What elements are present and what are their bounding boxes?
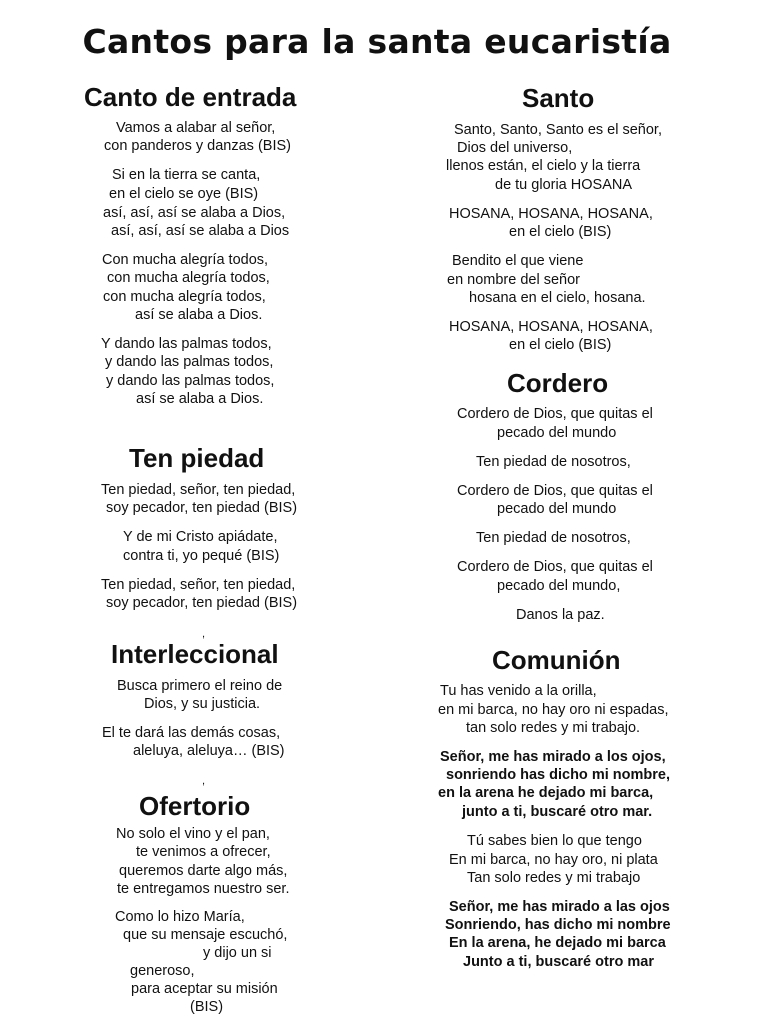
- chorus-line: Señor, me has mirado a los ojos,: [440, 749, 666, 765]
- lyric-line: Dios del universo,: [457, 140, 573, 156]
- lyric-line: Como lo hizo María,: [115, 909, 245, 925]
- lyric-line: tan solo redes y mi trabajo.: [466, 720, 641, 736]
- lyric-line: HOSANA, HOSANA, HOSANA,: [449, 206, 653, 222]
- heading-ten-piedad: Ten piedad: [129, 443, 265, 473]
- lyric-line: en mi barca, no hay oro ni espadas,: [438, 702, 669, 718]
- lyric-line: ,: [202, 628, 206, 640]
- lyric-line: Con mucha alegría todos,: [102, 252, 269, 268]
- lyric-line: En mi barca, no hay oro, ni plata: [449, 852, 658, 868]
- lyric-line: en el cielo (BIS): [509, 224, 612, 240]
- heading-cordero: Cordero: [507, 368, 609, 398]
- lyric-line: en el cielo (BIS): [509, 337, 612, 353]
- heading-comunion: Comunión: [492, 645, 621, 675]
- lyric-line: así, así, así se alaba a Dios,: [103, 205, 286, 221]
- lyric-line: te entregamos nuestro ser.: [117, 881, 290, 897]
- lyric-line: y dando las palmas todos,: [105, 354, 274, 370]
- lyric-line: Cordero de Dios, que quitas el: [457, 406, 653, 422]
- lyric-line: Tú sabes bien lo que tengo: [467, 833, 642, 849]
- lyric-line: El te dará las demás cosas,: [102, 725, 281, 741]
- lyric-line: ,: [202, 775, 206, 787]
- lyric-line: que su mensaje escuchó,: [123, 927, 288, 943]
- lyric-line: Ten piedad, señor, ten piedad,: [101, 577, 296, 593]
- lyric-line: y dando las palmas todos,: [106, 373, 275, 389]
- lyric-line: con mucha alegría todos,: [107, 270, 270, 286]
- lyric-line: Vamos a alabar al señor,: [116, 120, 276, 136]
- lyric-line: Busca primero el reino de: [117, 678, 283, 694]
- lyric-line: Cordero de Dios, que quitas el: [457, 559, 653, 575]
- lyric-line: llenos están, el cielo y la tierra: [446, 158, 641, 174]
- lyric-line: en el cielo se oye (BIS): [109, 186, 259, 202]
- lyric-line: No solo el vino y el pan,: [116, 826, 270, 842]
- page-title: Cantos para la santa eucaristía: [82, 22, 672, 61]
- lyric-line: Y de mi Cristo apiádate,: [123, 529, 278, 545]
- lyric-line: y dijo un si: [203, 945, 272, 961]
- lyric-line: aleluya, aleluya… (BIS): [133, 743, 285, 759]
- lyric-line: Santo, Santo, Santo es el señor,: [454, 122, 662, 138]
- lyric-line: con mucha alegría todos,: [103, 289, 266, 305]
- lyric-line: Ten piedad de nosotros,: [476, 454, 631, 470]
- lyric-line: Dios, y su justicia.: [144, 696, 261, 712]
- heading-ofertorio: Ofertorio: [139, 791, 251, 821]
- lyric-line: así se alaba a Dios.: [135, 307, 263, 323]
- lyric-line: así se alaba a Dios.: [136, 391, 264, 407]
- lyric-line: así, así, así se alaba a Dios: [111, 223, 290, 239]
- lyric-line: soy pecador, ten piedad (BIS): [106, 595, 298, 611]
- lyric-line: (BIS): [190, 999, 224, 1015]
- lyric-line: pecado del mundo: [497, 425, 617, 441]
- lyric-line: de tu gloria HOSANA: [495, 177, 633, 193]
- lyric-line: generoso,: [130, 963, 195, 979]
- chorus-line: En la arena, he dejado mi barca: [449, 935, 666, 951]
- lyric-line: Bendito el que viene: [452, 253, 584, 269]
- lyric-line: te venimos a ofrecer,: [136, 844, 271, 860]
- lyric-line: para aceptar su misión: [131, 981, 278, 997]
- lyric-line: Ten piedad, señor, ten piedad,: [101, 482, 296, 498]
- heading-santo: Santo: [522, 83, 595, 113]
- lyric-line: Y dando las palmas todos,: [101, 336, 272, 352]
- heading-interleccional: Interleccional: [111, 639, 279, 669]
- lyric-line: Cordero de Dios, que quitas el: [457, 483, 653, 499]
- lyric-line: hosana en el cielo, hosana.: [469, 290, 646, 306]
- chorus-line: Señor, me has mirado a las ojos: [449, 899, 670, 915]
- lyric-line: Danos la paz.: [516, 607, 605, 623]
- lyric-line: Ten piedad de nosotros,: [476, 530, 631, 546]
- lyric-line: Tan solo redes y mi trabajo: [467, 870, 641, 886]
- lyric-line: Tu has venido a la orilla,: [440, 683, 597, 699]
- lyric-line: Si en la tierra se canta,: [112, 167, 261, 183]
- lyric-line: pecado del mundo,: [497, 578, 621, 594]
- chorus-line: Sonriendo, has dicho mi nombre: [445, 917, 671, 933]
- lyric-line: queremos darte algo más,: [119, 863, 288, 879]
- chorus-line: sonriendo has dicho mi nombre,: [446, 767, 670, 783]
- lyric-line: en nombre del señor: [447, 272, 580, 288]
- chorus-line: junto a ti, buscaré otro mar.: [462, 804, 653, 820]
- lyric-line: soy pecador, ten piedad (BIS): [106, 500, 298, 516]
- lyric-line: contra ti, yo pequé (BIS): [123, 548, 280, 564]
- chorus-line: Junto a ti, buscaré otro mar: [463, 954, 654, 970]
- lyric-line: pecado del mundo: [497, 501, 617, 517]
- lyric-line: con panderos y danzas (BIS): [104, 138, 291, 154]
- lyric-line: HOSANA, HOSANA, HOSANA,: [449, 319, 653, 335]
- heading-canto-de-entrada: Canto de entrada: [84, 82, 297, 112]
- chorus-line: en la arena he dejado mi barca,: [438, 785, 654, 801]
